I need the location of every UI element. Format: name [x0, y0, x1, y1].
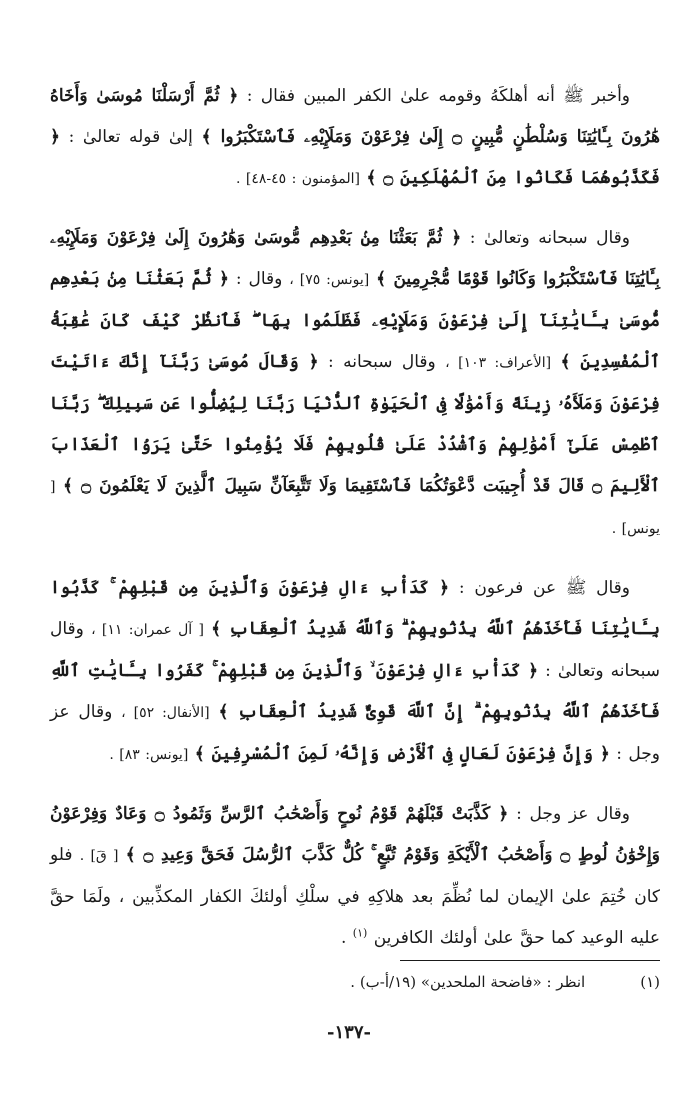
paragraph-2: [50, 218, 660, 550]
verse-reference: [المؤمنون : ٤٥-٤٨] .: [235, 171, 360, 187]
paragraph-4: [50, 794, 660, 959]
quran-verse: ﴿ كَدَأْبِ ءَالِ فِرْعَوْنَ وَٱلَّذِينَ مِن قَبْلِهِمْ ۚ كَذَّبُوا بِـَٔايَٰتِنَا فَأَخَذَهُمُ ٱللَّهُ بِذُنُوبِهِمْ ۗ وَٱللَّهُ شَدِيدُ ٱلْعِقَابِ ﴾: [50, 578, 661, 639]
paragraph-4-end: .: [340, 928, 347, 948]
paragraph-1: [50, 76, 660, 200]
verse-reference: [يونس: ٨٣] .: [109, 747, 189, 763]
quran-verse: ﴿ وَإِنَّ فِرْعَوْنَ لَعَالٍ فِى ٱلْأَرْضِ وَإِنَّهُۥ لَمِنَ ٱلْمُسْرِفِينَ ﴾: [194, 744, 610, 764]
quran-verse: ﴿ كَذَّبَتْ قَبْلَهُمْ قَوْمُ نُوحٍ وَأَصْحَٰبُ ٱلرَّسِّ وَثَمُودُ ۝ وَعَادٌ وَفِرْعَوْنُ وَإِخْوَٰنُ لُوطٍ ۝ وَأَصْحَٰبُ ٱلْأَيْكَةِ وَقَوْمُ تُبَّعٍ ۚ كُلٌّ كَذَّبَ ٱلرُّسُلَ فَحَقَّ وَعِيدِ ۝ ﴾: [50, 804, 660, 865]
verse-reference: [الأنفال: ٥٢] ،: [121, 705, 210, 721]
paragraph-3-intro: وقال ﷺ عن فرعون :: [458, 578, 631, 598]
page-number: -١٣٧-: [327, 1022, 371, 1043]
paragraph-2-mid: وقال :: [235, 269, 283, 289]
paragraph-2-intro: وقال سبحانه وتعالىٰ :: [469, 228, 630, 248]
quran-verse: ﴿ فَكَذَّبُوهُمَا فَكَانُوا مِنَ ٱلْمُهْلَكِينَ ۝ ﴾: [50, 127, 660, 188]
paragraph-1-mid: إلىٰ قوله تعالىٰ :: [68, 127, 193, 147]
paragraph-1-intro: وأخبر ﷺ أنه أهلكَهُ وقومه علىٰ الكفر المبين فقال :: [246, 86, 631, 106]
verse-reference: [ آل عمران: ١١] ،: [91, 622, 204, 638]
footnote-divider: [400, 960, 660, 961]
verse-reference: [ يونس] .: [50, 479, 660, 537]
footnote-marker: (١): [352, 926, 368, 940]
footnote-text: انظر : «فاضحة الملحدين» (١٩/أ-ب) .: [350, 973, 586, 991]
paragraph-2-mid: وقال سبحانه :: [328, 352, 436, 372]
paragraph-3: [50, 568, 660, 776]
page-body: [50, 76, 660, 977]
footnote: [50, 970, 660, 994]
quran-verse: ﴿ ثُمَّ بَعَثْنَا مِنۢ بَعْدِهِم مُّوسَىٰ بِـَٔايَٰتِنَآ إِلَىٰ فِرْعَوْنَ وَمَلَإِيْهِۦ فَظَلَمُوا بِهَا ۖ فَٱنظُرْ كَيْفَ كَانَ عَٰقِبَةُ ٱلْمُفْسِدِينَ ﴾: [50, 269, 661, 372]
paragraph-4-tail: فلو كان خُتِمَ علىٰ الإيمان لما نُظِّمَ بعد هلاكِهِ في سلْكِ أولئكَ الكفار المكذِّبين ، ولَمَا حقَّ عليه الوعيد كما حقَّ علىٰ أولئك الكافرين: [50, 845, 660, 948]
quran-verse: ﴿ ثُمَّ أَرْسَلْنَا مُوسَىٰ وَأَخَاهُ هَٰرُونَ بِـَٔايَٰتِنَا وَسُلْطَٰنٍ مُّبِينٍ ۝ إِلَىٰ فِرْعَوْنَ وَمَلَإِيْهِۦ فَٱسْتَكْبَرُوا ﴾: [50, 86, 661, 147]
verse-reference: [الأعراف: ١٠٣] ،: [445, 355, 552, 371]
footnote-number: (١): [640, 973, 660, 991]
quran-verse: ﴿ كَدَأْبِ ءَالِ فِرْعَوْنَ ۙ وَٱلَّذِينَ مِن قَبْلِهِمْ ۚ كَفَرُوا بِـَٔايَٰتِ ٱللَّهِ فَأَخَذَهُمُ ٱللَّهُ بِذُنُوبِهِمْ ۗ إِنَّ ٱللَّهَ قَوِىٌّ شَدِيدُ ٱلْعِقَابِ ﴾: [50, 661, 660, 722]
quran-verse: ﴿ ثُمَّ بَعَثْنَا مِنۢ بَعْدِهِم مُّوسَىٰ وَهَٰرُونَ إِلَىٰ فِرْعَوْنَ وَمَلَإِيْهِۦ بِـَٔايَٰتِنَا فَٱسْتَكْبَرُوا وَكَانُوا قَوْمًا مُّجْرِمِينَ ﴾: [50, 228, 660, 289]
verse-reference: [يونس: ٧٥] ،: [289, 272, 370, 288]
paragraph-4-intro: وقال عز وجل :: [516, 804, 630, 824]
paragraph-3-mid: وقال سبحانه وتعالىٰ :: [50, 619, 660, 681]
quran-verse: ﴿ وَقَالَ مُوسَىٰ رَبَّنَآ إِنَّكَ ءَاتَيْتَ فِرْعَوْنَ وَمَلَأَهُۥ زِينَةً وَأَمْوَٰلًا فِى ٱلْحَيَوٰةِ ٱلدُّنْيَا رَبَّنَا لِيُضِلُّوا عَن سَبِيلِكَ ۖ رَبَّنَا ٱطْمِسْ عَلَىٰٓ أَمْوَٰلِهِمْ وَٱشْدُدْ عَلَىٰ قُلُوبِهِمْ فَلَا يُؤْمِنُوا حَتَّىٰ يَرَوُا ٱلْعَذَابَ ٱلْأَلِيمَ ۝ قَالَ قَدْ أُجِيبَت دَّعْوَتُكُمَا فَٱسْتَقِيمَا وَلَا تَتَّبِعَآنِّ سَبِيلَ ٱلَّذِينَ لَا يَعْلَمُونَ ۝ ﴾: [50, 352, 660, 496]
verse-reference: [ قَ] .: [79, 848, 119, 864]
paragraph-3-mid: وقال عز وجل :: [50, 702, 660, 764]
